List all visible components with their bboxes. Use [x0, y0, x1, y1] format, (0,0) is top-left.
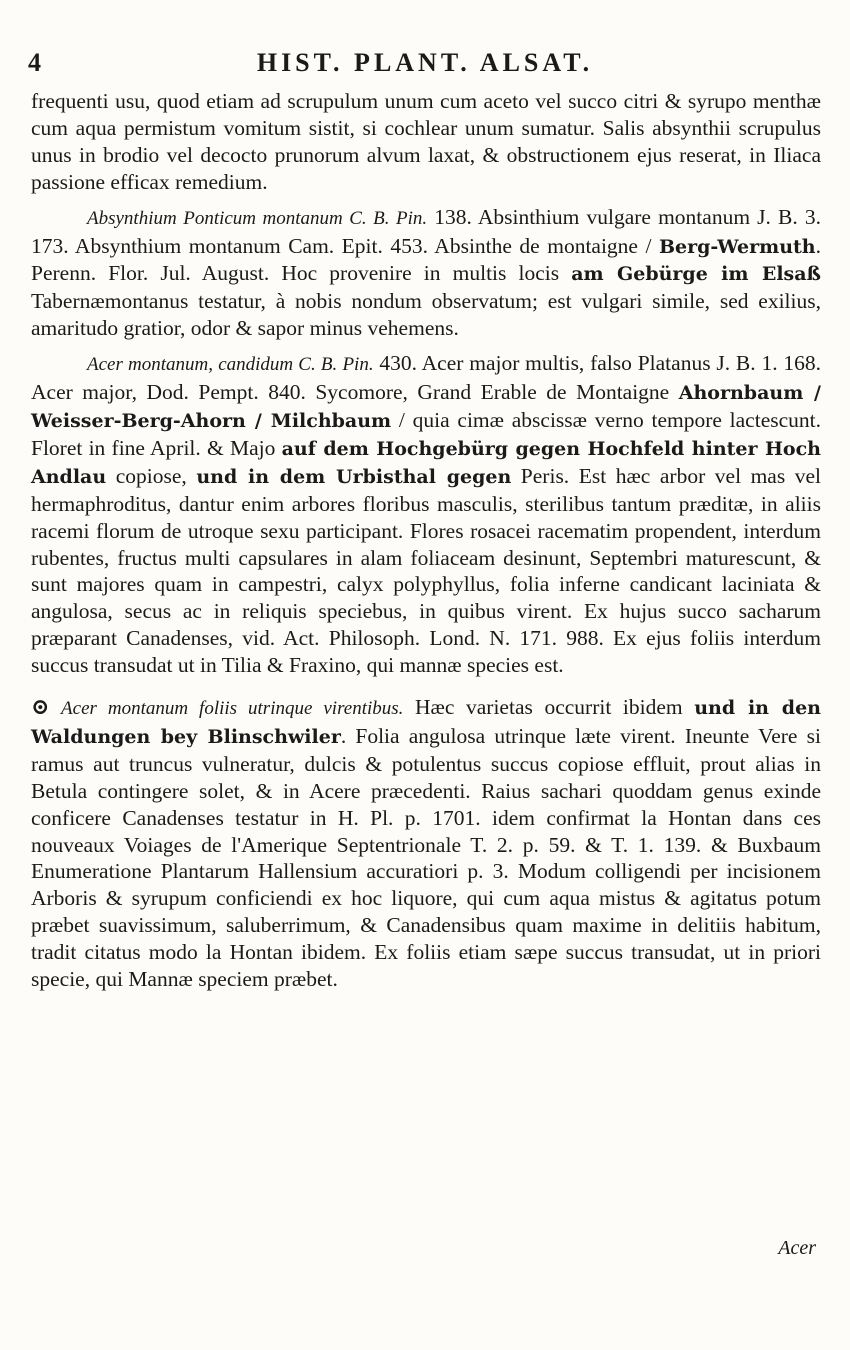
- paragraph-text: copiose,: [106, 463, 197, 488]
- paragraph-absinthium-uses: [31, 88, 821, 196]
- german-location: auf dem Hochgebürg gegen Hochfeld hinter Hoch Andlau: [31, 437, 821, 488]
- page-header: [28, 48, 822, 84]
- paragraph-acer-montanum-virentibus: [31, 694, 821, 993]
- german-location: am Gebürge im Elsaß: [571, 263, 821, 286]
- paragraph-text: Peris. Est hæc arbor vel mas vel hermaphroditus, dantur enim arbores floribus masculis, sterilibus tantum præditæ, in aliis racemi florum de utroque sexu participant. Flores rosacei racematim propendent, interdum rubentes, fructus multi capsulares in alam foliaceam desinunt, Septembri maturescunt, & sunt majores quam in campestri, calyx polyphyllus, folia inferne candicant laciniata & angulosa, secus ac in reliquis speciebus, in quibus virent. Ex hujus succo sacharum præparant Canadenses, vid. Act. Philosoph. Lond. N. 171. 988. Ex ejus foliis interdum succus transudat ut in Tilia & Fraxino, qui mannæ species est.: [31, 463, 822, 678]
- circle-dot-icon: ⊙: [31, 694, 50, 720]
- body-text: [31, 88, 821, 993]
- paragraph-text: / quia cimæ abscissæ verno tempore lactescunt. Floret in fine April. & Majo: [31, 407, 822, 460]
- catchword: Acer: [778, 1237, 816, 1259]
- plant-name: Acer montanum, candidum C. B. Pin.: [87, 354, 374, 376]
- paragraph-text: 430. Acer major multis, falso Platanus J. B. 1. 168. Acer major, Dod. Pempt. 840. Sycomore, Grand Erable de Montaigne: [31, 351, 821, 405]
- german-location: und in dem Urbisthal gegen: [196, 465, 512, 488]
- paragraph-text: frequenti usu, quod etiam ad scrupulum unum cum aceto vel succo citri & syrupo menthæ cum aqua permistum vomitum sistit, si cochlear unum sumatur. Salis absynthii scrupulus unus in brodio vel decocto prunorum alvum laxat, & obstructionem ejus reserat, in Iliaca passione efficax remedium.: [31, 89, 821, 194]
- german-location: und in den Waldungen bey Blinschwiler: [31, 697, 821, 748]
- paragraph-text: Hæc varietas occurrit ibidem: [403, 695, 695, 720]
- paragraph-text: . Folia angulosa utrinque læte virent. Ineunte Vere si ramus aut truncus vulneratur, dulcis & potulentus succus copiose effluit, prout alias in Betula contingere solet, & in Acere præcedenti. Raius sachari quoddam genus exinde conficere Canadenses testatur in H. Pl. p. 1701. idem confirmat la Hontan dans ces nouveaux Voiages de l'Amerique Septentrionale T. 2. p. 59. & T. 1. 139. & Buxbaum Enumeratione Plantarum Hallensium accuratiori p. 3. Modum colligendi per incisionem Arboris & syrupum conficiendi ex hoc liquore, qui cum aqua mistus & agitatus potum præbet suavissimum, saluberrimum, & Canadensibus quam maxime in delitiis habitum, tradit citatus modo la Hontan ibidem. Ex foliis etiam sæpe succus transudat, ut in priori specie, qui Mannæ speciem præbet.: [31, 723, 821, 992]
- german-name: Ahornbaum / Weisser-Berg-Ahorn / Milchbaum: [31, 382, 821, 432]
- paragraph-text: . Perenn. Flor. Jul. August. Hoc provenire in multis locis: [31, 233, 821, 286]
- paragraph-absynthium-ponticum: [31, 204, 821, 343]
- paragraph-text: Tabernæmontanus testatur, à nobis nondum observatum; est vulgari simile, sed exilius, amaritudo gratior, odor & sapor minus vehemens.: [31, 289, 821, 341]
- paragraph-text: 138. Absinthium vulgare montanum J. B. 3. 173. Absynthium montanum Cam. Epit. 453. Absinthe de montaigne /: [31, 204, 821, 258]
- running-title: HIST. PLANT. ALSAT.: [256, 48, 594, 77]
- plant-name: Acer montanum foliis utrinque virentibus.: [61, 698, 404, 720]
- german-name: Berg-Wermuth: [658, 235, 816, 258]
- plant-name: Absynthium Ponticum montanum C. B. Pin.: [87, 207, 428, 229]
- page-number: 4: [28, 48, 41, 77]
- paragraph-acer-montanum-candidum: [31, 350, 821, 679]
